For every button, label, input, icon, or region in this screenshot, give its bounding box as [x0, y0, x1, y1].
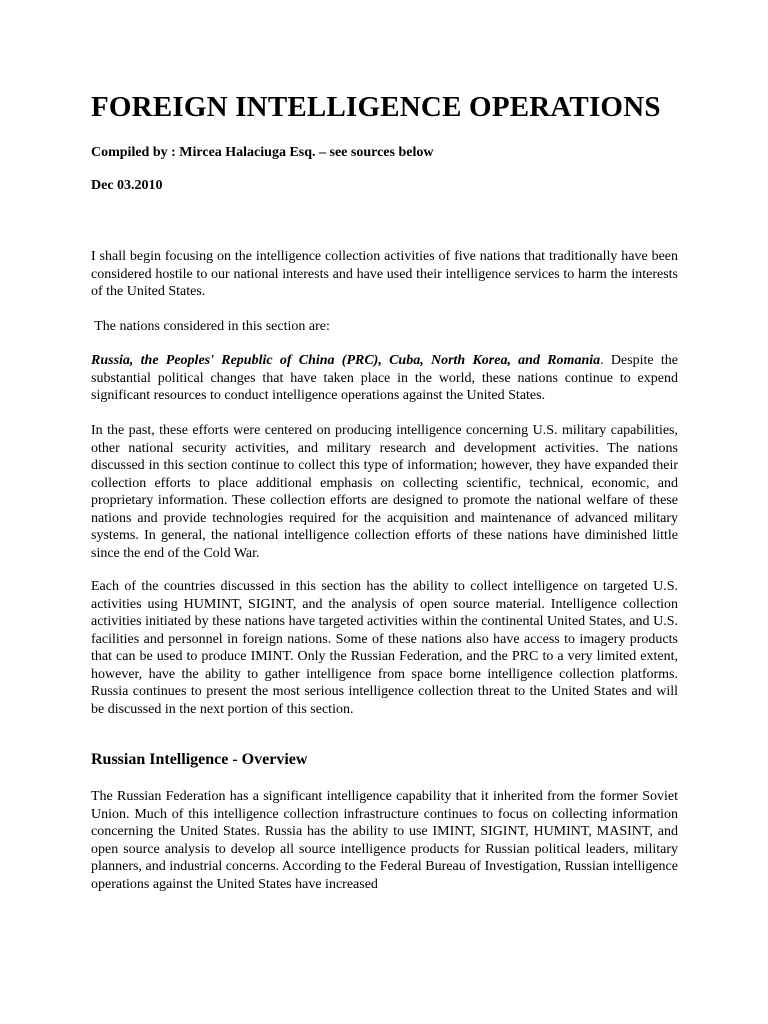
document-title: FOREIGN INTELLIGENCE OPERATIONS — [91, 91, 661, 123]
intro-paragraph: I shall begin focusing on the intelligence collection activities of five nations that traditionally have been considered hostile to our national interests and have used their intelligence services to harm the interests of the United States. — [91, 249, 678, 299]
capabilities-paragraph: Each of the countries discussed in this section has the ability to collect intelligence on targeted U.S. activities using HUMINT, SIGINT, and the analysis of open source material. Intelligence collection activities initiated by these nations have targeted activities within the continental United States, and U.S. facilities and personnel in foreign nations. Some of these nations also have access to imagery products that can be used to produce IMINT. Only the Russian Federation, and the PRC to a very limited extent, however, have the ability to gather intelligence from space borne intelligence collection platforms. Russia continues to present the most serious intelligence collection threat to the United States and will be discussed in the next portion of this section. — [91, 579, 678, 717]
russia-overview-paragraph: The Russian Federation has a significant intelligence capability that it inherited from the former Soviet Union. Much of this intelligence collection infrastructure continues to focus on collecting information concerning the United States. Russia has the ability to use IMINT, SIGINT, HUMINT, MASINT, and open source analysis to develop all source intelligence products for Russian political leaders, military planners, and industrial concerns. According to the Federal Bureau of Investigation, Russian intelligence operations against the United States have increased — [91, 789, 678, 892]
section-heading-russian-intelligence: Russian Intelligence - Overview — [91, 751, 308, 768]
compiled-by-line: Compiled by : Mircea Halaciuga Esq. – see sources below — [91, 145, 434, 160]
document-date: Dec 03.2010 — [91, 178, 163, 193]
nations-paragraph-rest: . Despite the substantial political changes that have taken place in the world, these nations continue to expend significant resources to conduct intelligence operations against the United States. — [91, 353, 678, 403]
nations-intro-paragraph: The nations considered in this section are: — [91, 319, 330, 334]
nations-paragraph — [91, 352, 678, 405]
past-efforts-paragraph: In the past, these efforts were centered on producing intelligence concerning U.S. military capabilities, other national security activities, and military research and development activities. The nations discussed in this section continue to collect this type of information; however, they have expanded their collection efforts to place additional emphasis on collecting scientific, technical, economic, and proprietary information. These collection efforts are designed to promote the national welfare of these nations and provide technologies required for the acquisition and maintenance of advanced military systems. In general, the national intelligence collection efforts of these nations have diminished little since the end of the Cold War. — [91, 423, 678, 561]
nations-list: Russia, the Peoples' Republic of China (PRC), Cuba, North Korea, and Romania — [91, 353, 601, 368]
